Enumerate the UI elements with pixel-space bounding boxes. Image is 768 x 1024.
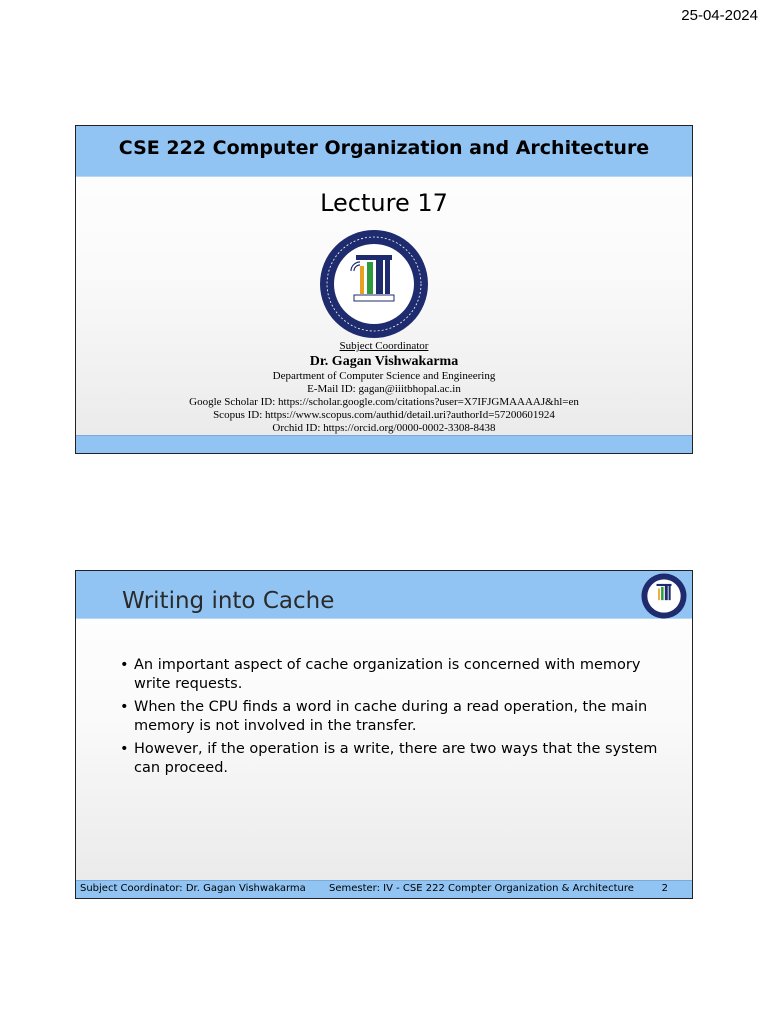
orchid-id: Orchid ID: https://orcid.org/0000-0002-3308-8438 [272,422,496,434]
slide-footer [76,880,692,898]
department: Department of Computer Science and Engineering [272,370,496,382]
course-title: CSE 222 Computer Organization and Architecture [118,137,650,159]
footer-course: Semester: IV - CSE 222 Compter Organization & Architecture [329,883,634,894]
bullet-list [120,656,680,782]
coordinator-block [76,340,692,435]
slide-heading: Writing into Cache [122,588,335,614]
scholar-id: Google Scholar ID: https://scholar.google.com/citations?user=X7IFJGMAAAAJ&hl=en [189,396,579,408]
list-item: • However, if the operation is a write, there are two ways that the system can proceed. [120,740,680,778]
lecture-number: Lecture 17 [320,189,448,217]
page-number: 2 [661,883,668,894]
footer-coordinator: Subject Coordinator: Dr. Gagan Vishwakarma [80,883,306,894]
email: E-Mail ID: gagan@iiitbhopal.ac.in [307,383,461,395]
coordinator-label: Subject Coordinator [339,340,429,352]
page-date: 25-04-2024 [681,7,758,24]
scopus-id: Scopus ID: https://www.scopus.com/authid/detail.uri?authorId=57200601924 [213,409,555,421]
institute-seal-icon [639,573,689,619]
list-item: • When the CPU finds a word in cache during a read operation, the main memory is not involved in the transfer. [120,698,680,736]
list-item: • An important aspect of cache organization is concerned with memory write requests. [120,656,680,694]
content-slide [75,570,693,899]
title-slide [75,125,693,454]
bottom-band [76,435,692,453]
coordinator-name: Dr. Gagan Vishwakarma [309,354,459,369]
institute-seal-icon [314,229,434,339]
